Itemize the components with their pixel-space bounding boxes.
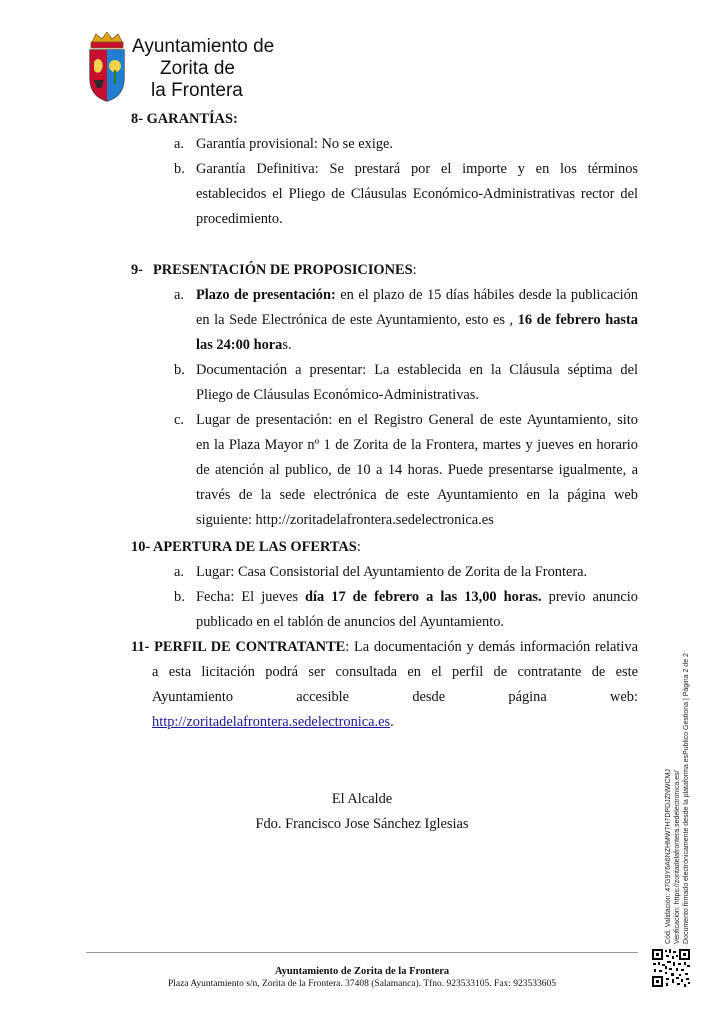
side-verification-url: Verificación: https://zoritadelafrontera.sedelectronica.es/ xyxy=(674,770,681,944)
side-signature-notice: Documento firmado electrónicamente desde la plataforma esPublico Gestiona | Página 2 de 2 xyxy=(683,653,690,944)
section-8-item-b-line2: establecidos el Pliego de Cláusulas Económico-Administrativas rector del xyxy=(196,186,638,202)
section-9-item-a-line3: las 24:00 horas. xyxy=(196,337,292,353)
list-marker: b. xyxy=(174,362,185,378)
footer-divider xyxy=(86,952,638,953)
footer-address: Plaza Ayuntamiento s/n, Zorita de la Frontera. 37408 (Salamanca). Tfno. 923533105. Fax: 923533605 xyxy=(167,979,557,989)
signature-name: Fdo. Francisco Jose Sánchez Iglesias xyxy=(255,816,469,832)
section-9-item-c-line2: en la Plaza Mayor nº 1 de Zorita de la Frontera, martes y jueves en horario xyxy=(196,437,638,453)
list-marker: a. xyxy=(174,287,184,303)
section-9-item-a-line1: Plazo de presentación: en el plazo de 15 días hábiles desde la publicación xyxy=(196,287,639,303)
section-10-item-a: Lugar: Casa Consistorial del Ayuntamiento de Zorita de la Frontera. xyxy=(196,564,588,580)
section-9-item-a-line2: en la Sede Electrónica de este Ayuntamiento, esto es , 16 de febrero hasta xyxy=(196,312,638,328)
signature-role: El Alcalde xyxy=(331,791,393,807)
section-11-line1: 11- PERFIL DE CONTRATANTE: La documentación y demás información relativa xyxy=(131,639,638,655)
section-8-title: 8- GARANTÍAS: xyxy=(131,111,238,127)
section-10-item-b-line1: Fecha: El jueves día 17 de febrero a las 13,00 horas. previo anuncio xyxy=(196,589,638,605)
section-8-item-b-line1: Garantía Definitiva: Se prestará por el importe y en los términos xyxy=(196,161,638,177)
section-10-item-b-line2: publicado en el tablón de anuncios del Ayuntamiento. xyxy=(196,614,504,630)
section-9-item-c-line5: siguiente: http://zoritadelafrontera.sedelectronica.es xyxy=(196,512,494,528)
header-title-line1: Ayuntamiento de xyxy=(132,36,275,57)
section-8-item-a: Garantía provisional: No se exige. xyxy=(196,136,394,152)
section-9-item-b-line2: Pliego de Cláusulas Económico-Administrativas. xyxy=(196,387,479,403)
footer-title: Ayuntamiento de Zorita de la Frontera xyxy=(274,966,450,977)
list-marker: a. xyxy=(174,564,184,580)
section-8-item-b-line3: procedimiento. xyxy=(196,211,283,227)
coat-of-arms-logo xyxy=(86,32,128,102)
section-11-line3: Ayuntamiento accesible desde página web: xyxy=(152,689,638,705)
section-11-line4: http://zoritadelafrontera.sedelectronica.es. xyxy=(152,714,394,730)
section-9-item-c-line3: de atención al publico, de 10 a 14 horas. Puede presentarse igualmente, a xyxy=(196,462,638,478)
section-9-item-c-line4: través de la sede electrónica de este Ayuntamiento en la página web xyxy=(196,487,638,503)
header-title-line3: la Frontera xyxy=(151,80,243,101)
section-11-line2: a esta licitación podrá ser consultada en el perfil de contratante de este xyxy=(152,664,638,680)
list-marker: c. xyxy=(174,412,184,428)
side-validation-code: Cód. Validación: 47G9Y6A6NZHMW7H7DPDJZNWCMJ xyxy=(665,769,672,944)
section-9-item-b-line1: Documentación a presentar: La establecida en la Cláusula séptima del xyxy=(196,362,638,378)
list-marker: b. xyxy=(174,161,185,177)
list-marker: a. xyxy=(174,136,184,152)
header-title-line2: Zorita de xyxy=(160,58,235,79)
list-marker: b. xyxy=(174,589,185,605)
section-9-title: PRESENTACIÓN DE PROPOSICIONES: xyxy=(153,262,417,278)
section-10-title: 10- APERTURA DE LAS OFERTAS: xyxy=(131,539,361,555)
section-9-number: 9- xyxy=(131,262,143,278)
section-9-item-c-line1: Lugar de presentación: en el Registro General de este Ayuntamiento, sito xyxy=(196,412,638,428)
perfil-contratante-link[interactable]: http://zoritadelafrontera.sedelectronica.es xyxy=(152,714,391,730)
